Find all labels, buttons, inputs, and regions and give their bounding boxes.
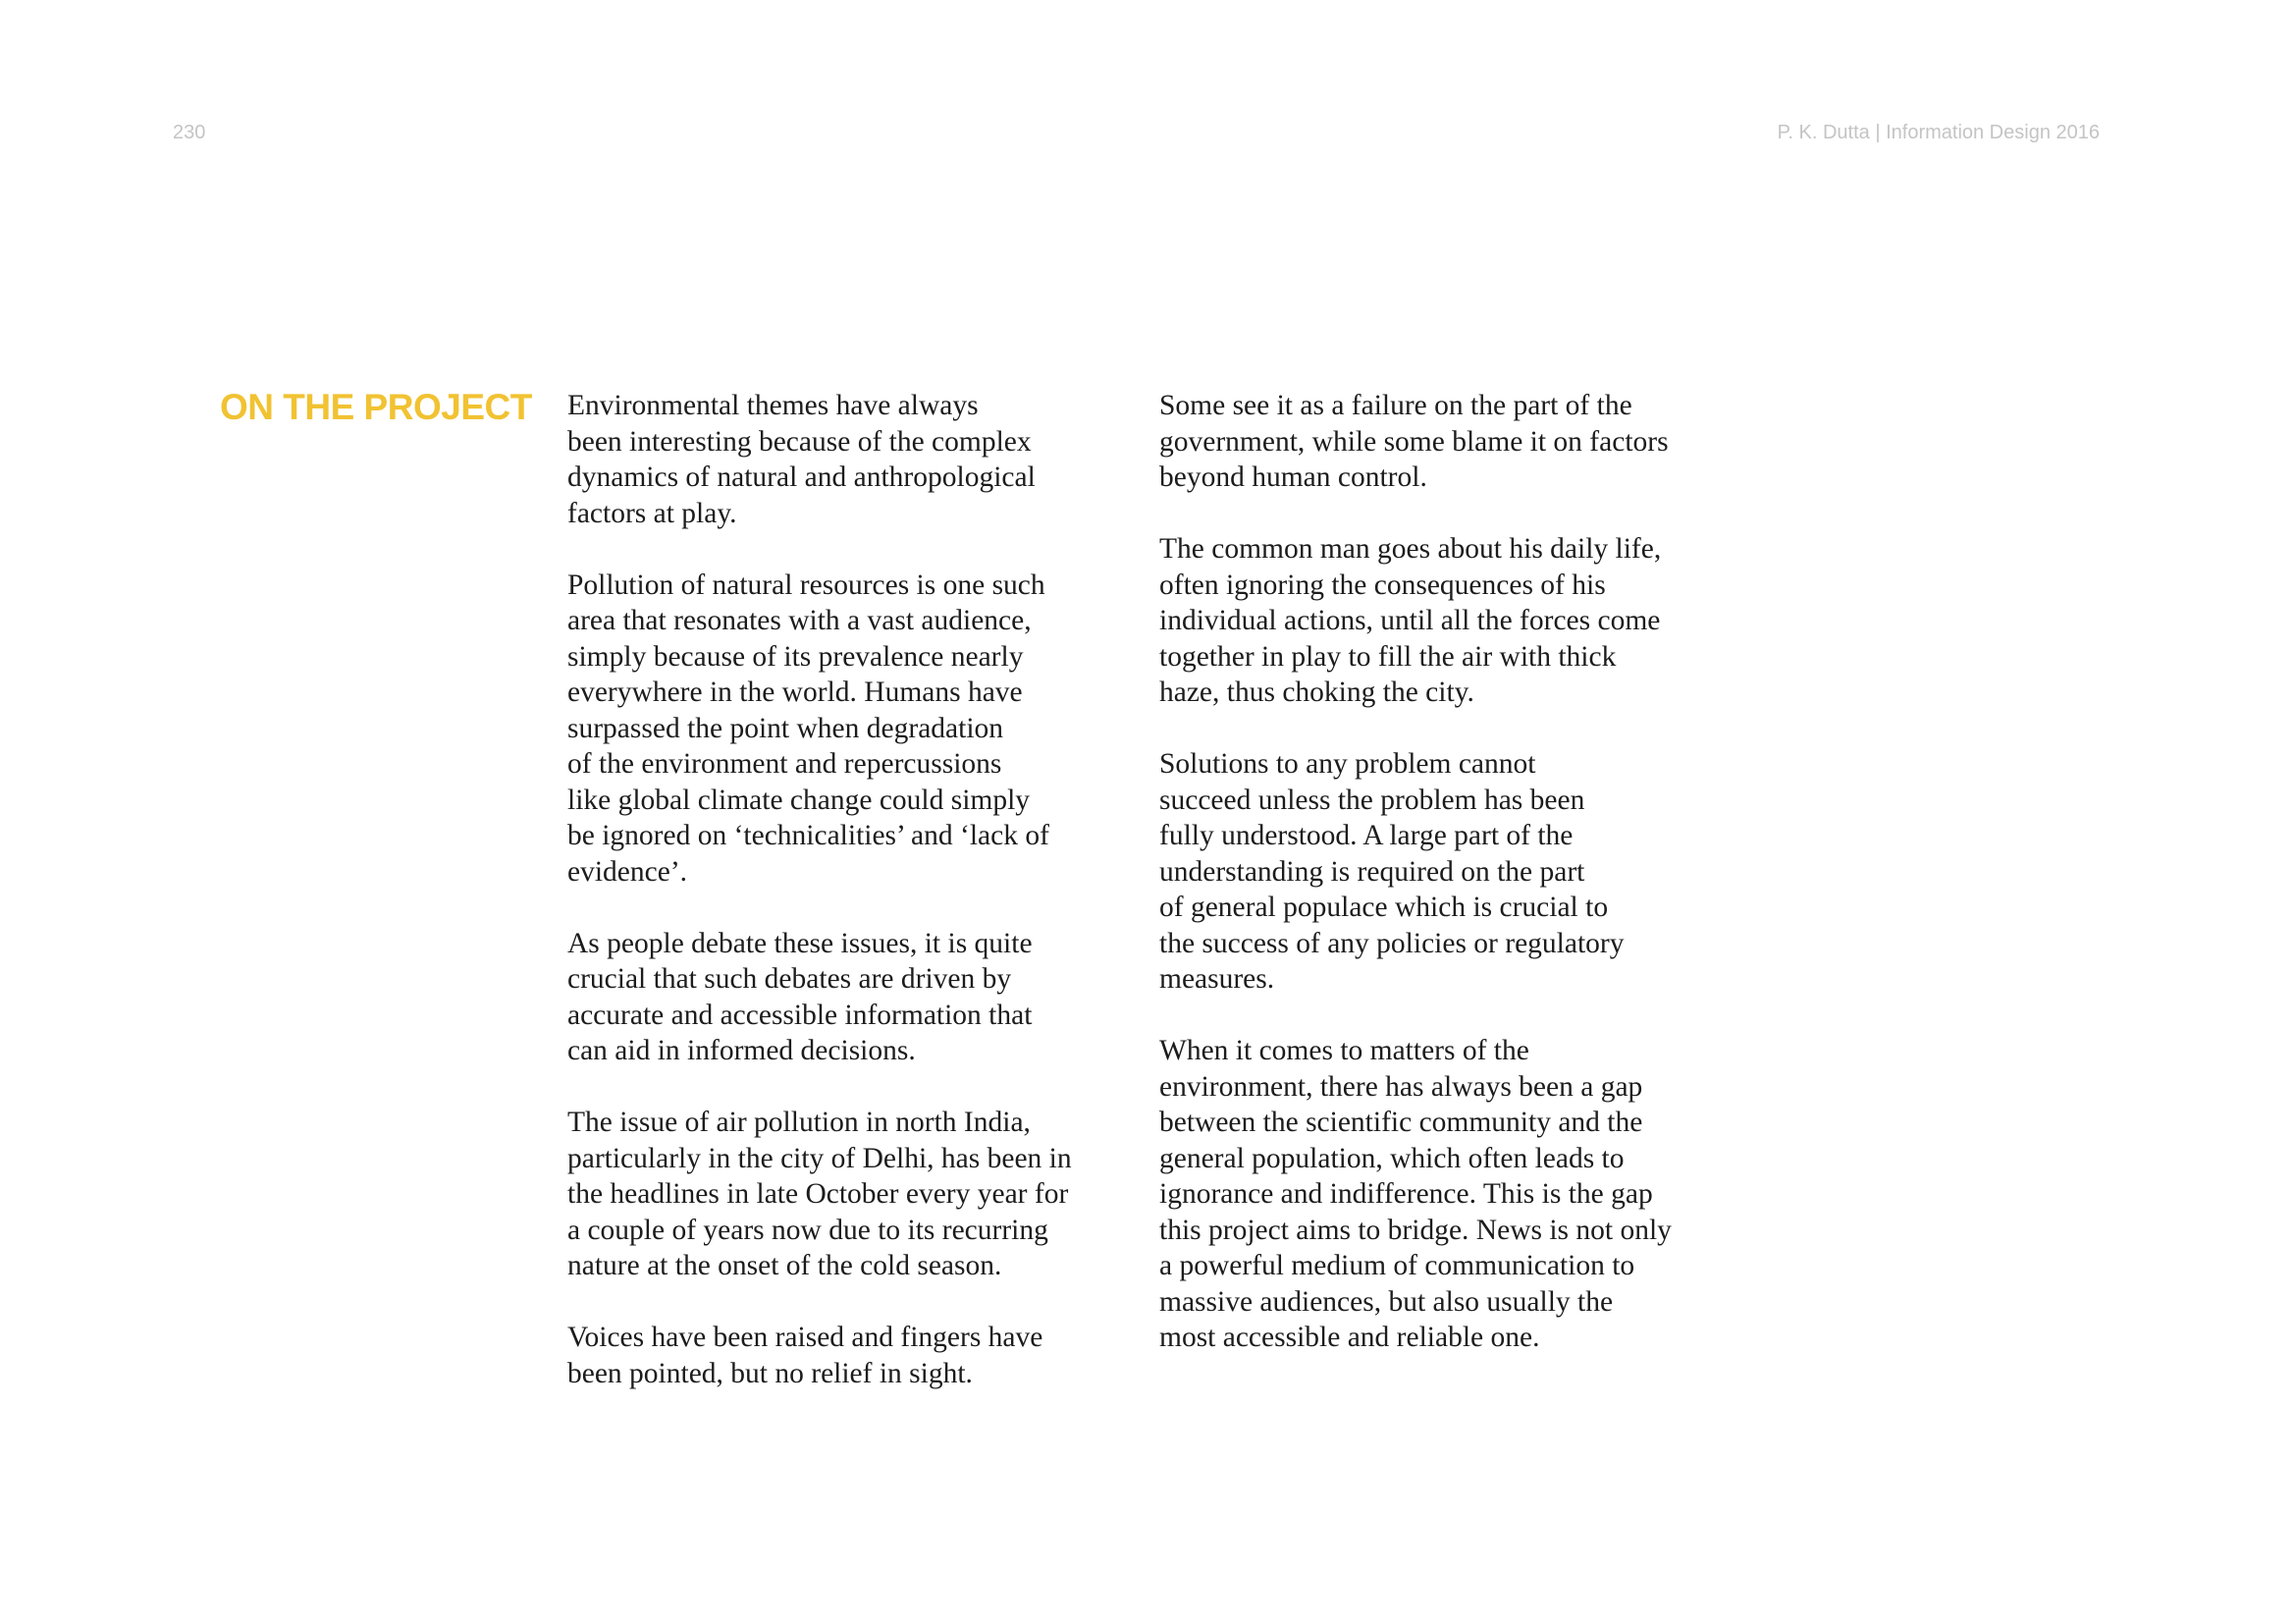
section-heading: ON THE PROJECT	[220, 387, 532, 427]
paragraph: As people debate these issues, it is quite crucial that such debates are driven by accurate and accessible information that can aid in informed decisions.	[567, 927, 1033, 1066]
paragraph: The issue of air pollution in north India, particularly in the city of Delhi, has been in the headlines in late October every year for a couple of years now due to its recurring nature at the onset of the cold season.	[567, 1107, 1072, 1281]
paragraph: When it comes to matters of the environment, there has always been a gap between the scientific community and the general population, which often leads to ignorance and indifference. This is the gap this project aims to bridge. News is not only a powerful medium of communication to massive audiences, but also usually the most accessible and reliable one.	[1159, 1035, 1672, 1353]
text-column-right	[1159, 388, 1729, 1356]
paragraph: Voices have been raised and fingers have been pointed, but no relief in sight.	[567, 1322, 1043, 1389]
paragraph: Pollution of natural resources is one such area that resonates with a vast audience, simply because of its prevalence nearly everywhere in the world. Humans have surpassed the point when degradation of the environment and repercussions like global climate change could simply be ignored on ‘technicalities’ and ‘lack of evidence’.	[567, 568, 1049, 888]
paragraph: Solutions to any problem cannot succeed unless the problem has been fully understood. A large part of the understanding is required on the part of general populace which is crucial to the success of any policies or regulatory measures.	[1159, 748, 1625, 995]
paragraph: Environmental themes have always been interesting because of the complex dynamics of natural and anthropological factors at play.	[567, 390, 1036, 529]
paragraph: The common man goes about his daily life, often ignoring the consequences of his individual actions, until all the forces come together in play to fill the air with thick haze, thus choking the city.	[1159, 533, 1662, 708]
page-number: 230	[173, 122, 206, 143]
running-title: P. K. Dutta | Information Design 2016	[1777, 122, 2100, 143]
paragraph: Some see it as a failure on the part of the government, while some blame it on factors beyond human control.	[1159, 390, 1669, 493]
text-column-left	[567, 388, 1117, 1391]
